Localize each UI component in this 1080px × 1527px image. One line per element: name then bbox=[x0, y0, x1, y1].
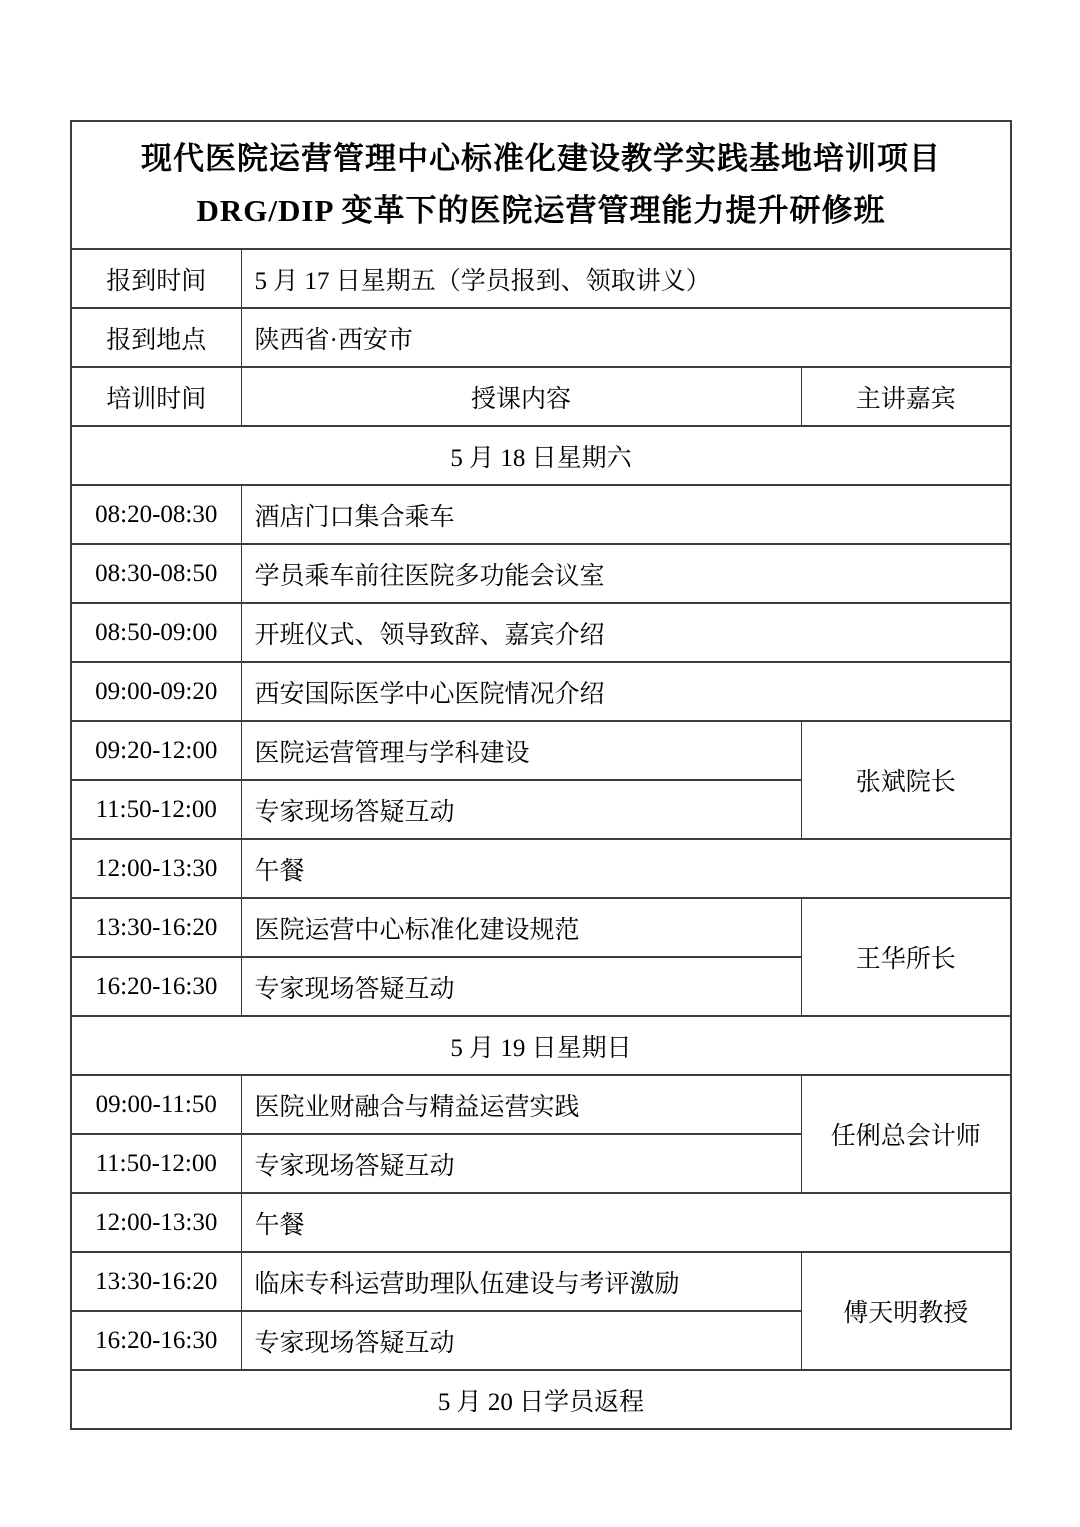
column-header-speaker: 主讲嘉宾 bbox=[801, 367, 1011, 426]
day1-date-header: 5 月 18 日星期六 bbox=[71, 426, 1011, 485]
column-header-time: 培训时间 bbox=[71, 367, 241, 426]
footer-row bbox=[71, 1370, 1011, 1429]
registration-time-value: 5 月 17 日星期五（学员报到、领取讲义） bbox=[241, 249, 1011, 308]
session-time: 09:00-11:50 bbox=[71, 1075, 241, 1134]
table-row bbox=[71, 839, 1011, 898]
table-row bbox=[71, 662, 1011, 721]
session-content: 专家现场答疑互动 bbox=[241, 780, 801, 839]
table-row bbox=[71, 603, 1011, 662]
table-footer-note: 5 月 20 日学员返程 bbox=[71, 1370, 1011, 1429]
session-time: 11:50-12:00 bbox=[71, 1134, 241, 1193]
title-line-1: 现代医院运营管理中心标准化建设教学实践基地培训项目 bbox=[141, 141, 941, 176]
session-speaker: 任俐总会计师 bbox=[801, 1075, 1011, 1193]
session-time: 12:00-13:30 bbox=[71, 839, 241, 898]
table-row bbox=[71, 544, 1011, 603]
registration-time-label: 报到时间 bbox=[71, 249, 241, 308]
session-content: 专家现场答疑互动 bbox=[241, 957, 801, 1016]
table-row bbox=[71, 121, 1011, 249]
title-line-2: DRG/DIP 变革下的医院运营管理能力提升研修班 bbox=[196, 193, 886, 228]
session-time: 09:20-12:00 bbox=[71, 721, 241, 780]
session-content: 临床专科运营助理队伍建设与考评激励 bbox=[241, 1252, 801, 1311]
session-speaker: 张斌院长 bbox=[801, 721, 1011, 839]
table-row bbox=[71, 308, 1011, 367]
session-content: 学员乘车前往医院多功能会议室 bbox=[241, 544, 1011, 603]
registration-place-label: 报到地点 bbox=[71, 308, 241, 367]
session-content: 医院运营中心标准化建设规范 bbox=[241, 898, 801, 957]
session-time: 16:20-16:30 bbox=[71, 957, 241, 1016]
session-content: 专家现场答疑互动 bbox=[241, 1311, 801, 1370]
session-time: 13:30-16:20 bbox=[71, 898, 241, 957]
table-row bbox=[71, 1252, 1011, 1311]
column-header-content: 授课内容 bbox=[241, 367, 801, 426]
registration-place-value: 陕西省·西安市 bbox=[241, 308, 1011, 367]
session-content: 医院运营管理与学科建设 bbox=[241, 721, 801, 780]
session-time: 08:30-08:50 bbox=[71, 544, 241, 603]
session-time: 13:30-16:20 bbox=[71, 1252, 241, 1311]
session-speaker: 王华所长 bbox=[801, 898, 1011, 1016]
session-time: 11:50-12:00 bbox=[71, 780, 241, 839]
session-content: 酒店门口集合乘车 bbox=[241, 485, 1011, 544]
table-title-cell bbox=[71, 121, 1011, 249]
session-content: 开班仪式、领导致辞、嘉宾介绍 bbox=[241, 603, 1011, 662]
session-time: 08:50-09:00 bbox=[71, 603, 241, 662]
date-header-row bbox=[71, 426, 1011, 485]
date-header-row bbox=[71, 1016, 1011, 1075]
session-time: 08:20-08:30 bbox=[71, 485, 241, 544]
session-content: 午餐 bbox=[241, 1193, 1011, 1252]
session-time: 12:00-13:30 bbox=[71, 1193, 241, 1252]
session-time: 09:00-09:20 bbox=[71, 662, 241, 721]
table-row bbox=[71, 249, 1011, 308]
session-content: 专家现场答疑互动 bbox=[241, 1134, 801, 1193]
table-header-row bbox=[71, 367, 1011, 426]
table-row bbox=[71, 485, 1011, 544]
table-row bbox=[71, 721, 1011, 780]
table-row bbox=[71, 898, 1011, 957]
session-content: 午餐 bbox=[241, 839, 1011, 898]
table-row bbox=[71, 1075, 1011, 1134]
session-speaker: 傅天明教授 bbox=[801, 1252, 1011, 1370]
day2-date-header: 5 月 19 日星期日 bbox=[71, 1016, 1011, 1075]
course-schedule-table bbox=[70, 120, 1012, 1430]
session-content: 医院业财融合与精益运营实践 bbox=[241, 1075, 801, 1134]
session-time: 16:20-16:30 bbox=[71, 1311, 241, 1370]
session-content: 西安国际医学中心医院情况介绍 bbox=[241, 662, 1011, 721]
table-row bbox=[71, 1193, 1011, 1252]
